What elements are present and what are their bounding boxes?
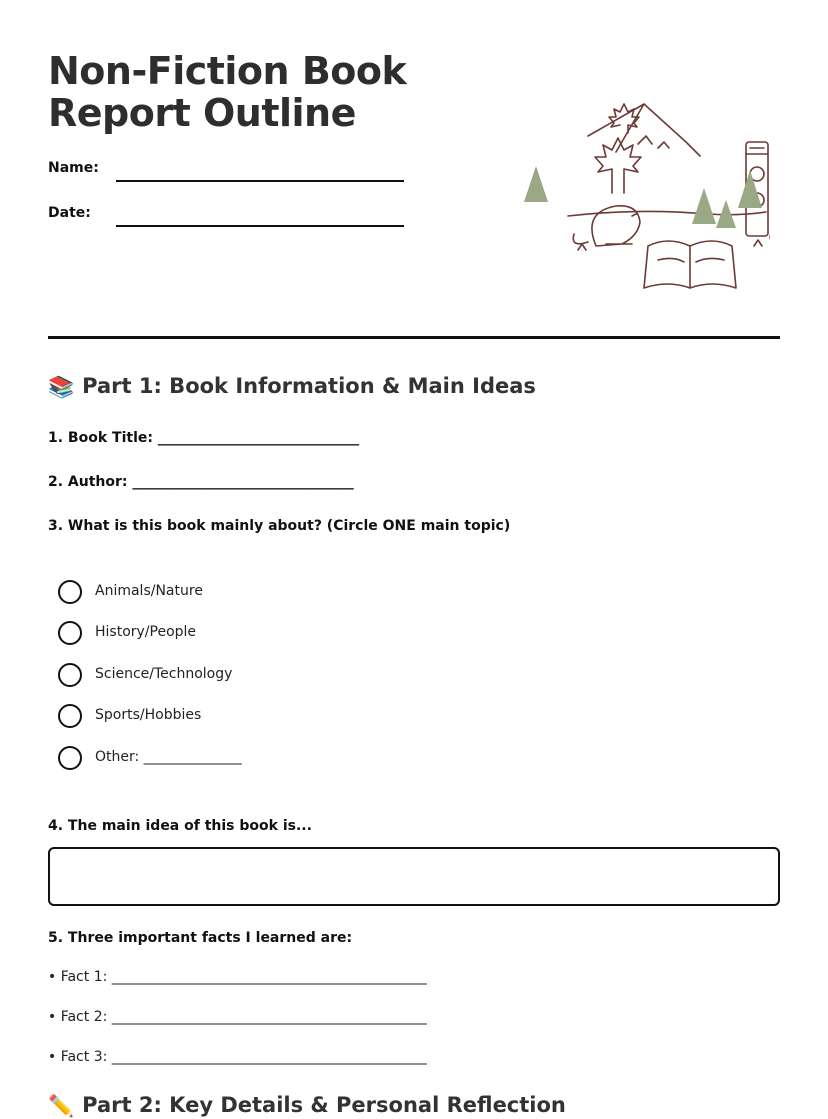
name-label: Name:	[48, 160, 99, 176]
part1-heading-text: Part 1: Book Information & Main Ideas	[82, 374, 536, 398]
facts-question: 5. Three important facts I learned are:	[48, 930, 353, 946]
option-circle-icon[interactable]	[58, 663, 82, 687]
part1-heading	[48, 374, 536, 400]
maple-leaf-icon-large	[595, 138, 641, 193]
option-label: History/People	[95, 624, 197, 640]
main-idea-question: 4. The main idea of this book is...	[48, 818, 312, 834]
name-line[interactable]	[116, 180, 404, 182]
option-circle-icon[interactable]	[58, 746, 82, 770]
fact-line[interactable]: • Fact 3: _____________________________________________	[48, 1049, 427, 1065]
option-label: Science/Technology	[95, 666, 233, 682]
maple-leaf-icon	[609, 104, 639, 133]
part2-heading-text: Part 2: Key Details & Personal Reflection	[82, 1093, 566, 1117]
mountain-icon	[588, 104, 700, 156]
option-circle-icon[interactable]	[58, 621, 82, 645]
option-circle-icon[interactable]	[58, 580, 82, 604]
book-title-label: 1. Book Title:	[48, 430, 153, 446]
section-divider	[48, 336, 780, 339]
main-idea-answer-box[interactable]	[48, 847, 780, 906]
part2-heading	[48, 1093, 566, 1119]
title-line-1: Non-Fiction Book	[48, 49, 407, 93]
open-book-icon	[644, 241, 736, 288]
main-topic-question: 3. What is this book mainly about? (Circle ONE main topic)	[48, 518, 511, 534]
option-label: Animals/Nature	[95, 583, 203, 599]
pine-tree-icon	[524, 166, 762, 228]
fact-line[interactable]: • Fact 2: _____________________________________________	[48, 1009, 427, 1025]
option-circle-icon[interactable]	[58, 704, 82, 728]
worksheet-page	[48, 0, 780, 1118]
book-title-line[interactable]: ______________________________	[157, 430, 359, 446]
book-title-question[interactable]	[48, 430, 359, 446]
date-line[interactable]	[116, 225, 404, 227]
date-label: Date:	[48, 205, 91, 221]
page-title	[48, 50, 406, 134]
fact-line[interactable]: • Fact 1: _____________________________________________	[48, 969, 427, 985]
books-icon: 📚	[48, 374, 75, 399]
author-question[interactable]	[48, 474, 354, 490]
pencil-icon: ✏️	[48, 1093, 75, 1118]
title-line-2: Report Outline	[48, 91, 356, 135]
option-label: Sports/Hobbies	[95, 707, 202, 723]
canada-reading-illustration	[518, 96, 770, 292]
author-label: 2. Author:	[48, 474, 128, 490]
author-line[interactable]: _________________________________	[132, 474, 354, 490]
option-label: Other: ______________	[95, 749, 242, 765]
